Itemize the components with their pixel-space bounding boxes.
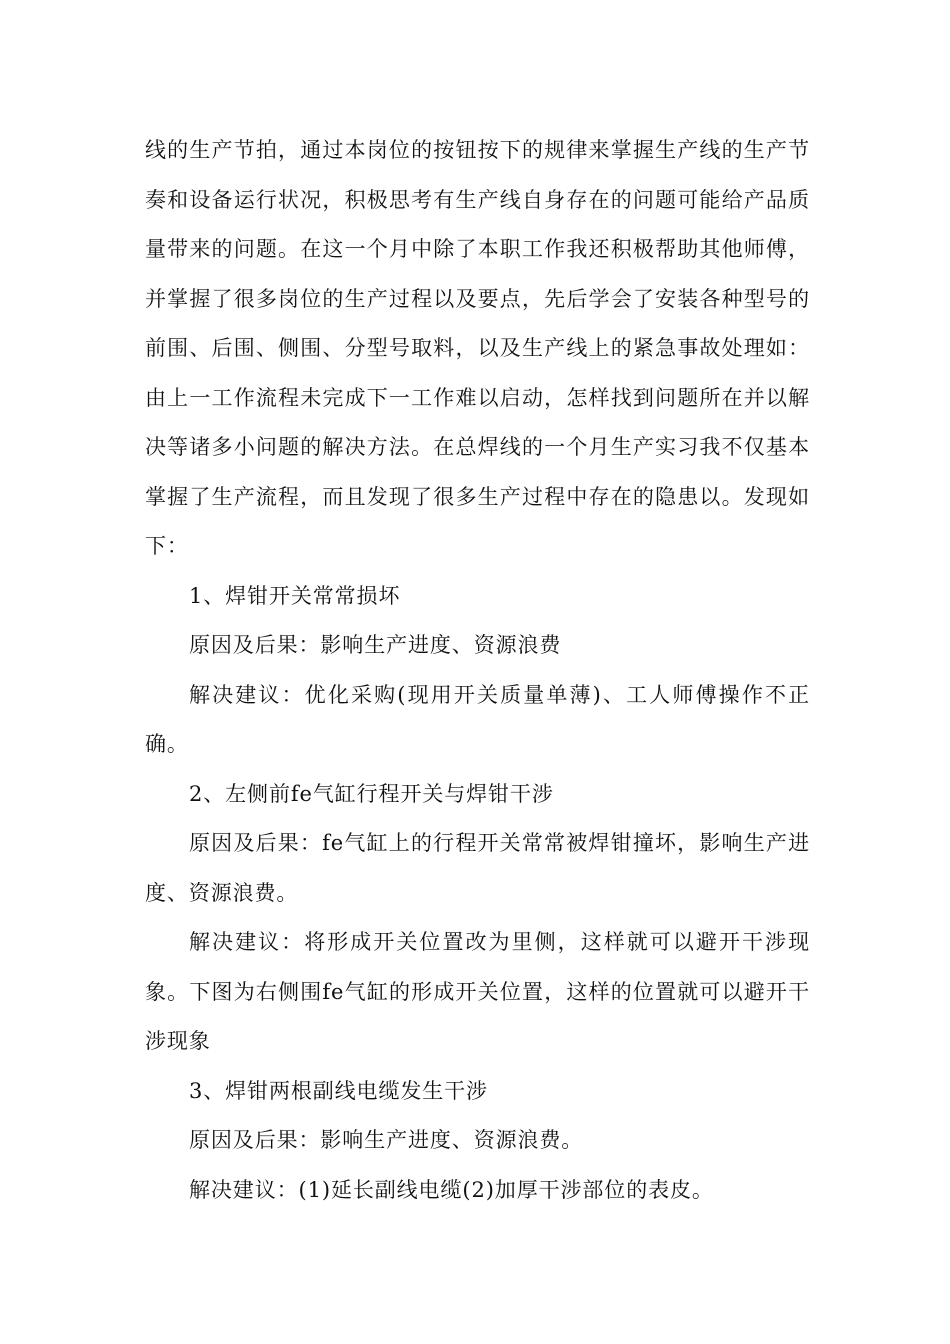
issue-2-suggestion: 解决建议：将形成开关位置改为里侧，这样就可以避开干涉现象。下图为右侧围fe气缸的形成开关位置，这样的位置就可以避开干涉现象 [145, 930, 810, 1053]
document-body [145, 126, 810, 1215]
body-paragraph: 线的生产节拍，通过本岗位的按钮按下的规律来掌握生产线的生产节奏和设备运行状况，积极思考有生产线自身存在的问题可能给产品质量带来的问题。在这一个月中除了本职工作我还积极帮助其他师傅，并掌握了很多岗位的生产过程以及要点，先后学会了安装各种型号的前围、后围、侧围、分型号取料，以及生产线上的紧急事故处理如：由上一工作流程未完成下一工作难以启动，怎样找到问题所在并以解决等诸多小问题的解决方法。在总焊线的一个月生产实习我不仅基本掌握了生产流程，而且发现了很多生产过程中存在的隐患以。发现如下： [145, 138, 810, 558]
issue-1-suggestion: 解决建议：优化采购(现用开关质量单薄)、工人师傅操作不正确。 [145, 682, 810, 756]
issue-1-cause: 原因及后果：影响生产进度、资源浪费 [189, 633, 562, 657]
issue-3-cause: 原因及后果：影响生产进度、资源浪费。 [189, 1128, 584, 1152]
issue-2-cause: 原因及后果：fe气缸上的行程开关常常被焊钳撞坏，影响生产进度、资源浪费。 [145, 831, 810, 905]
issue-1-heading: 1、焊钳开关常常损坏 [189, 583, 401, 608]
issue-2-heading: 2、左侧前fe气缸行程开关与焊钳干涉 [189, 781, 554, 806]
issue-3-heading: 3、焊钳两根副线电缆发生干涉 [189, 1078, 488, 1103]
issue-3-suggestion: 解决建议：(1)延长副线电缆(2)加厚干涉部位的表皮。 [189, 1177, 714, 1202]
